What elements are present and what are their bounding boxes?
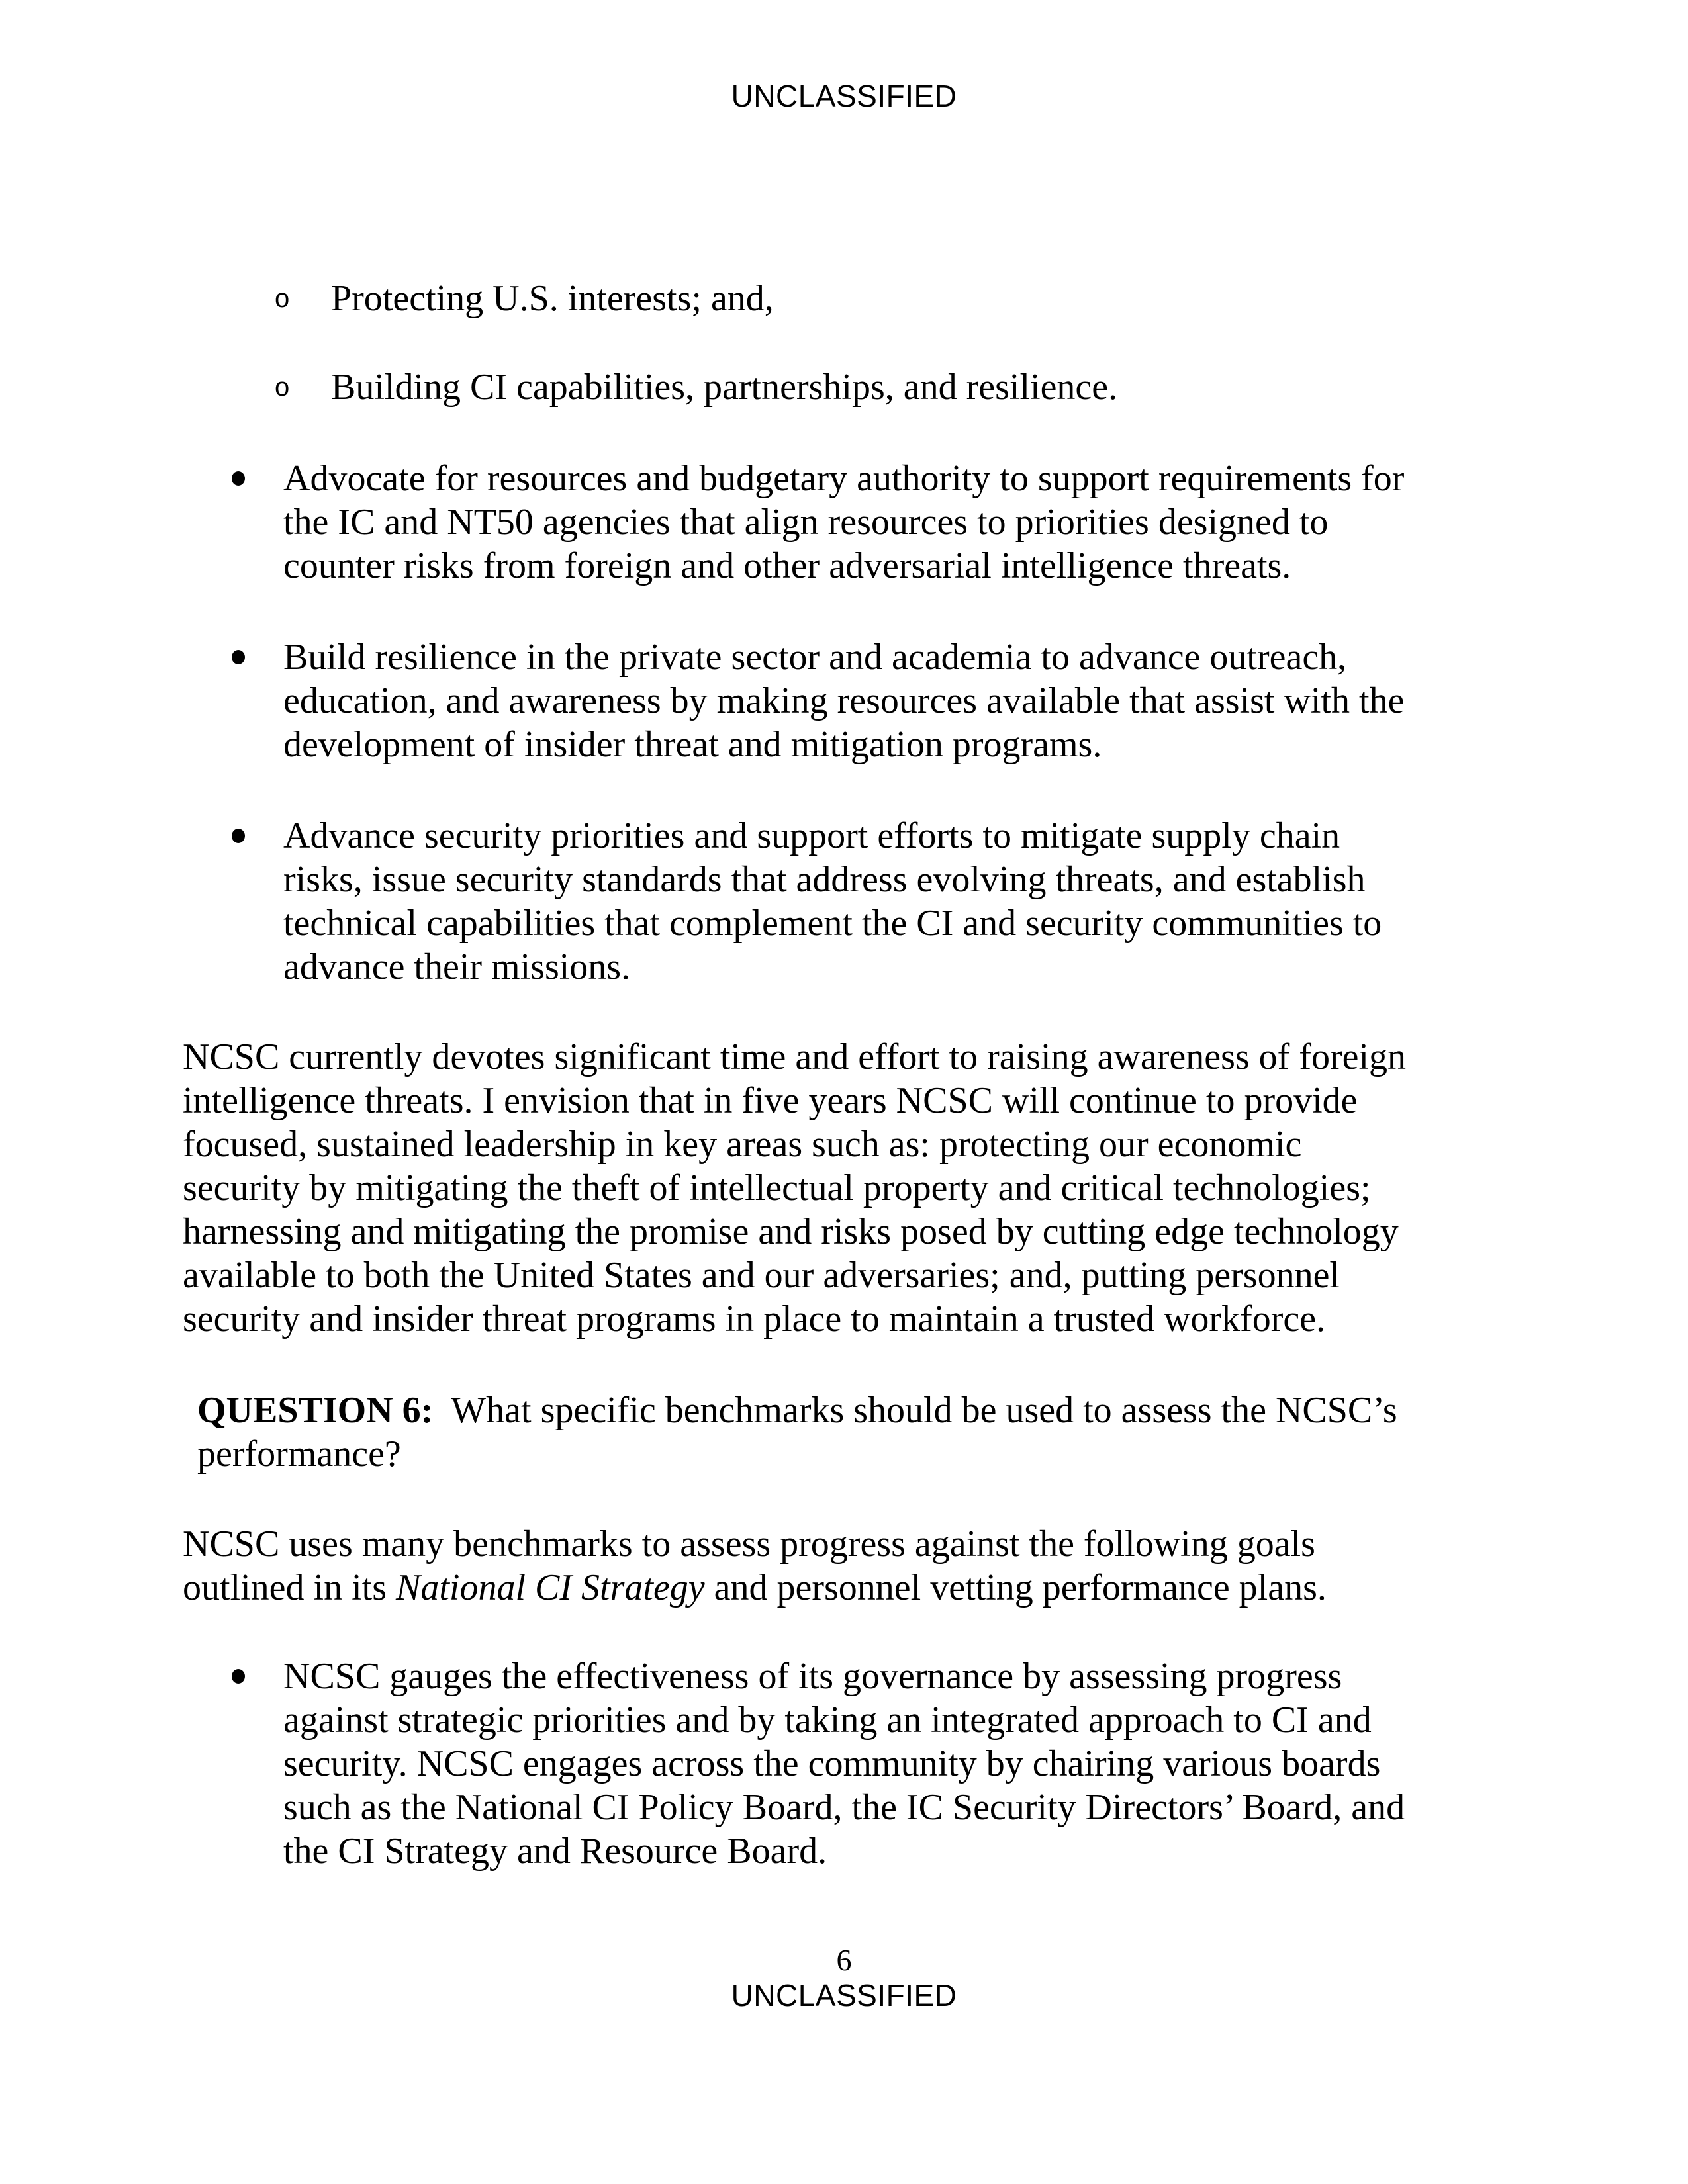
paragraph-line: NCSC currently devotes significant time and effort to raising awareness of foreign <box>183 1036 1407 1077</box>
body-paragraph <box>183 1522 1327 1610</box>
strategy-title: National CI Strategy <box>396 1567 705 1608</box>
question-text-continued: performance? <box>197 1433 401 1475</box>
bullet-line: technical capabilities that complement the CI and security communities to <box>283 903 1382 944</box>
footer-classification-marking: UNCLASSIFIED <box>731 1978 957 2013</box>
question-label: QUESTION 6: <box>197 1390 434 1431</box>
bullet-line: security. NCSC engages across the community by chairing various boards <box>283 1743 1381 1784</box>
bullet-line: such as the National CI Policy Board, the IC Security Directors’ Board, and <box>283 1787 1405 1828</box>
paragraph-line: focused, sustained leadership in key areas such as: protecting our economic <box>183 1124 1302 1165</box>
question-heading <box>197 1388 1397 1476</box>
bullet-line: development of insider threat and mitigation programs. <box>283 724 1102 765</box>
paragraph-line: security by mitigating the theft of intellectual property and critical technologies; <box>183 1167 1371 1208</box>
paragraph-line: harnessing and mitigating the promise and risks posed by cutting edge technology <box>183 1211 1399 1252</box>
bullet-line: against strategic priorities and by taking an integrated approach to CI and <box>283 1700 1372 1741</box>
paragraph-line: NCSC uses many benchmarks to assess progress against the following goals <box>183 1524 1315 1565</box>
bullet-line: the IC and NT50 agencies that align resources to priorities designed to <box>283 502 1329 543</box>
paragraph-line-start: outlined in its <box>183 1567 396 1608</box>
sub-list-item-text: Building CI capabilities, partnerships, and resilience. <box>331 367 1118 408</box>
bullet-line: the CI Strategy and Resource Board. <box>283 1831 827 1872</box>
header-classification-marking: UNCLASSIFIED <box>731 79 957 113</box>
body-paragraph <box>183 1035 1406 1341</box>
hollow-bullet-icon: o <box>275 284 290 313</box>
question-text: What specific benchmarks should be used to assess the NCSC’s <box>451 1390 1397 1431</box>
bullet-line: NCSC gauges the effectiveness of its governance by assessing progress <box>283 1656 1342 1697</box>
bullet-line: advance their missions. <box>283 946 631 987</box>
bullet-line: Advocate for resources and budgetary authority to support requirements for <box>283 458 1405 499</box>
paragraph-line: available to both the United States and our adversaries; and, putting personnel <box>183 1255 1340 1296</box>
page-number: 6 <box>836 1943 852 1977</box>
bullet-icon <box>232 1669 245 1684</box>
bullet-line: Advance security priorities and support efforts to mitigate supply chain <box>283 815 1340 856</box>
paragraph-line-end: and personnel vetting performance plans. <box>704 1567 1327 1608</box>
bullet-line: risks, issue security standards that address evolving threats, and establish <box>283 859 1366 900</box>
hollow-bullet-icon: o <box>275 373 290 402</box>
bullet-line: Build resilience in the private sector and academia to advance outreach, <box>283 637 1347 678</box>
sub-list-item-text: Protecting U.S. interests; and, <box>331 278 774 319</box>
bullet-icon <box>232 829 245 843</box>
bullet-icon <box>232 471 245 486</box>
bullet-icon <box>232 650 245 664</box>
bullet-line: counter risks from foreign and other adversarial intelligence threats. <box>283 545 1291 586</box>
bullet-line: education, and awareness by making resources available that assist with the <box>283 680 1405 721</box>
paragraph-line: intelligence threats. I envision that in five years NCSC will continue to provide <box>183 1080 1358 1121</box>
paragraph-line: security and insider threat programs in place to maintain a trusted workforce. <box>183 1298 1326 1340</box>
